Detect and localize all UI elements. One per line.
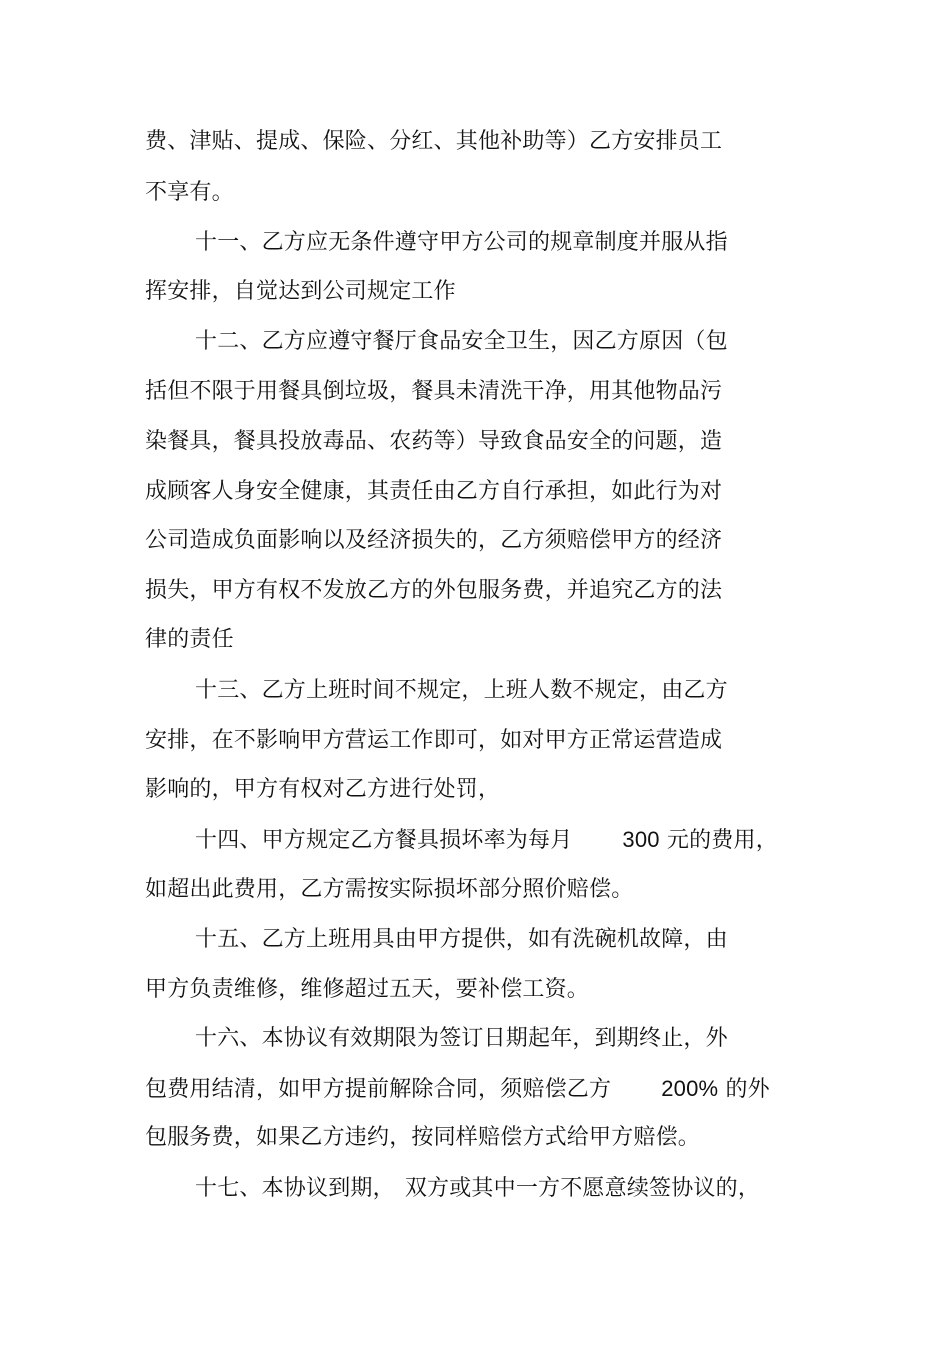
amount-value: 300 [622, 827, 660, 852]
text-span: 律的责任 [145, 627, 234, 652]
text-span: 十三、乙方上班时间不规定，上班人数不规定，由乙方 [195, 678, 728, 703]
text-span: 甲方负责维修，维修超过五天，要补偿工资。 [145, 977, 590, 1002]
clause-16-line [195, 1023, 728, 1055]
text-span: 双方或其中一方不愿意续签协议的， [404, 1176, 761, 1201]
text-span: 包服务费，如果乙方违约，按同样赔偿方式给甲方赔偿。 [145, 1125, 701, 1150]
paragraph-line [145, 376, 722, 408]
text-span: 不享有。 [145, 180, 234, 205]
clause-12-line [195, 326, 728, 358]
paragraph-line [145, 874, 633, 906]
text-span: 公司造成负面影响以及经济损失的，乙方须赔偿甲方的经济 [145, 528, 723, 553]
text-span: 费、津贴、提成、保险、分红、其他补助等）乙方安排员工 [145, 129, 723, 154]
paragraph-line [145, 1122, 700, 1154]
text-span: 十一、乙方应无条件遵守甲方公司的规章制度并服从指 [195, 230, 728, 255]
paragraph-line [145, 126, 722, 158]
text-span: 成顾客人身安全健康，其责任由乙方自行承担，如此行为对 [145, 479, 723, 504]
paragraph-line [145, 624, 234, 656]
paragraph-line [145, 426, 722, 458]
text-span: 如超出此费用，乙方需按实际损坏部分照价赔偿。 [145, 877, 634, 902]
text-span: 损失，甲方有权不发放乙方的外包服务费，并追究乙方的法 [145, 578, 723, 603]
clause-15-line [195, 924, 728, 956]
paragraph-line [145, 974, 589, 1006]
clause-17-line [195, 1173, 760, 1205]
clause-11-line [195, 227, 728, 259]
text-span: 括但不限于用餐具倒垃圾，餐具未清洗干净，用其他物品污 [145, 379, 723, 404]
clause-13-line [195, 675, 728, 707]
paragraph-line [145, 177, 234, 209]
text-span: 染餐具，餐具投放毒品、农药等）导致食品安全的问题，造 [145, 429, 723, 454]
paragraph-line [145, 725, 722, 757]
paragraph-line [145, 774, 500, 806]
text-span: 十七、本协议到期， [195, 1176, 395, 1201]
paragraph-line [145, 1073, 770, 1105]
paragraph-line [145, 476, 722, 508]
text-span: 十五、乙方上班用具由甲方提供，如有洗碗机故障，由 [195, 927, 728, 952]
text-span: 包费用结清，如甲方提前解除合同，须赔偿乙方 [145, 1077, 612, 1102]
paragraph-line [145, 276, 456, 308]
text-span: 的外 [718, 1077, 770, 1102]
paragraph-line [145, 575, 722, 607]
text-span: 元的费用， [659, 828, 778, 853]
percent-value: 200% [661, 1076, 719, 1101]
clause-14-line [195, 824, 778, 856]
text-span: 安排，在不影响甲方营运工作即可，如对甲方正常运营造成 [145, 728, 723, 753]
text-span: 十六、本协议有效期限为签订日期起年，到期终止，外 [195, 1026, 728, 1051]
text-span: 十二、乙方应遵守餐厅食品安全卫生，因乙方原因（包 [195, 329, 728, 354]
text-span: 挥安排，自觉达到公司规定工作 [145, 279, 456, 304]
paragraph-line [145, 525, 722, 557]
text-span: 影响的，甲方有权对乙方进行处罚， [145, 777, 501, 802]
text-span: 十四、甲方规定乙方餐具损坏率为每月 [195, 828, 573, 853]
